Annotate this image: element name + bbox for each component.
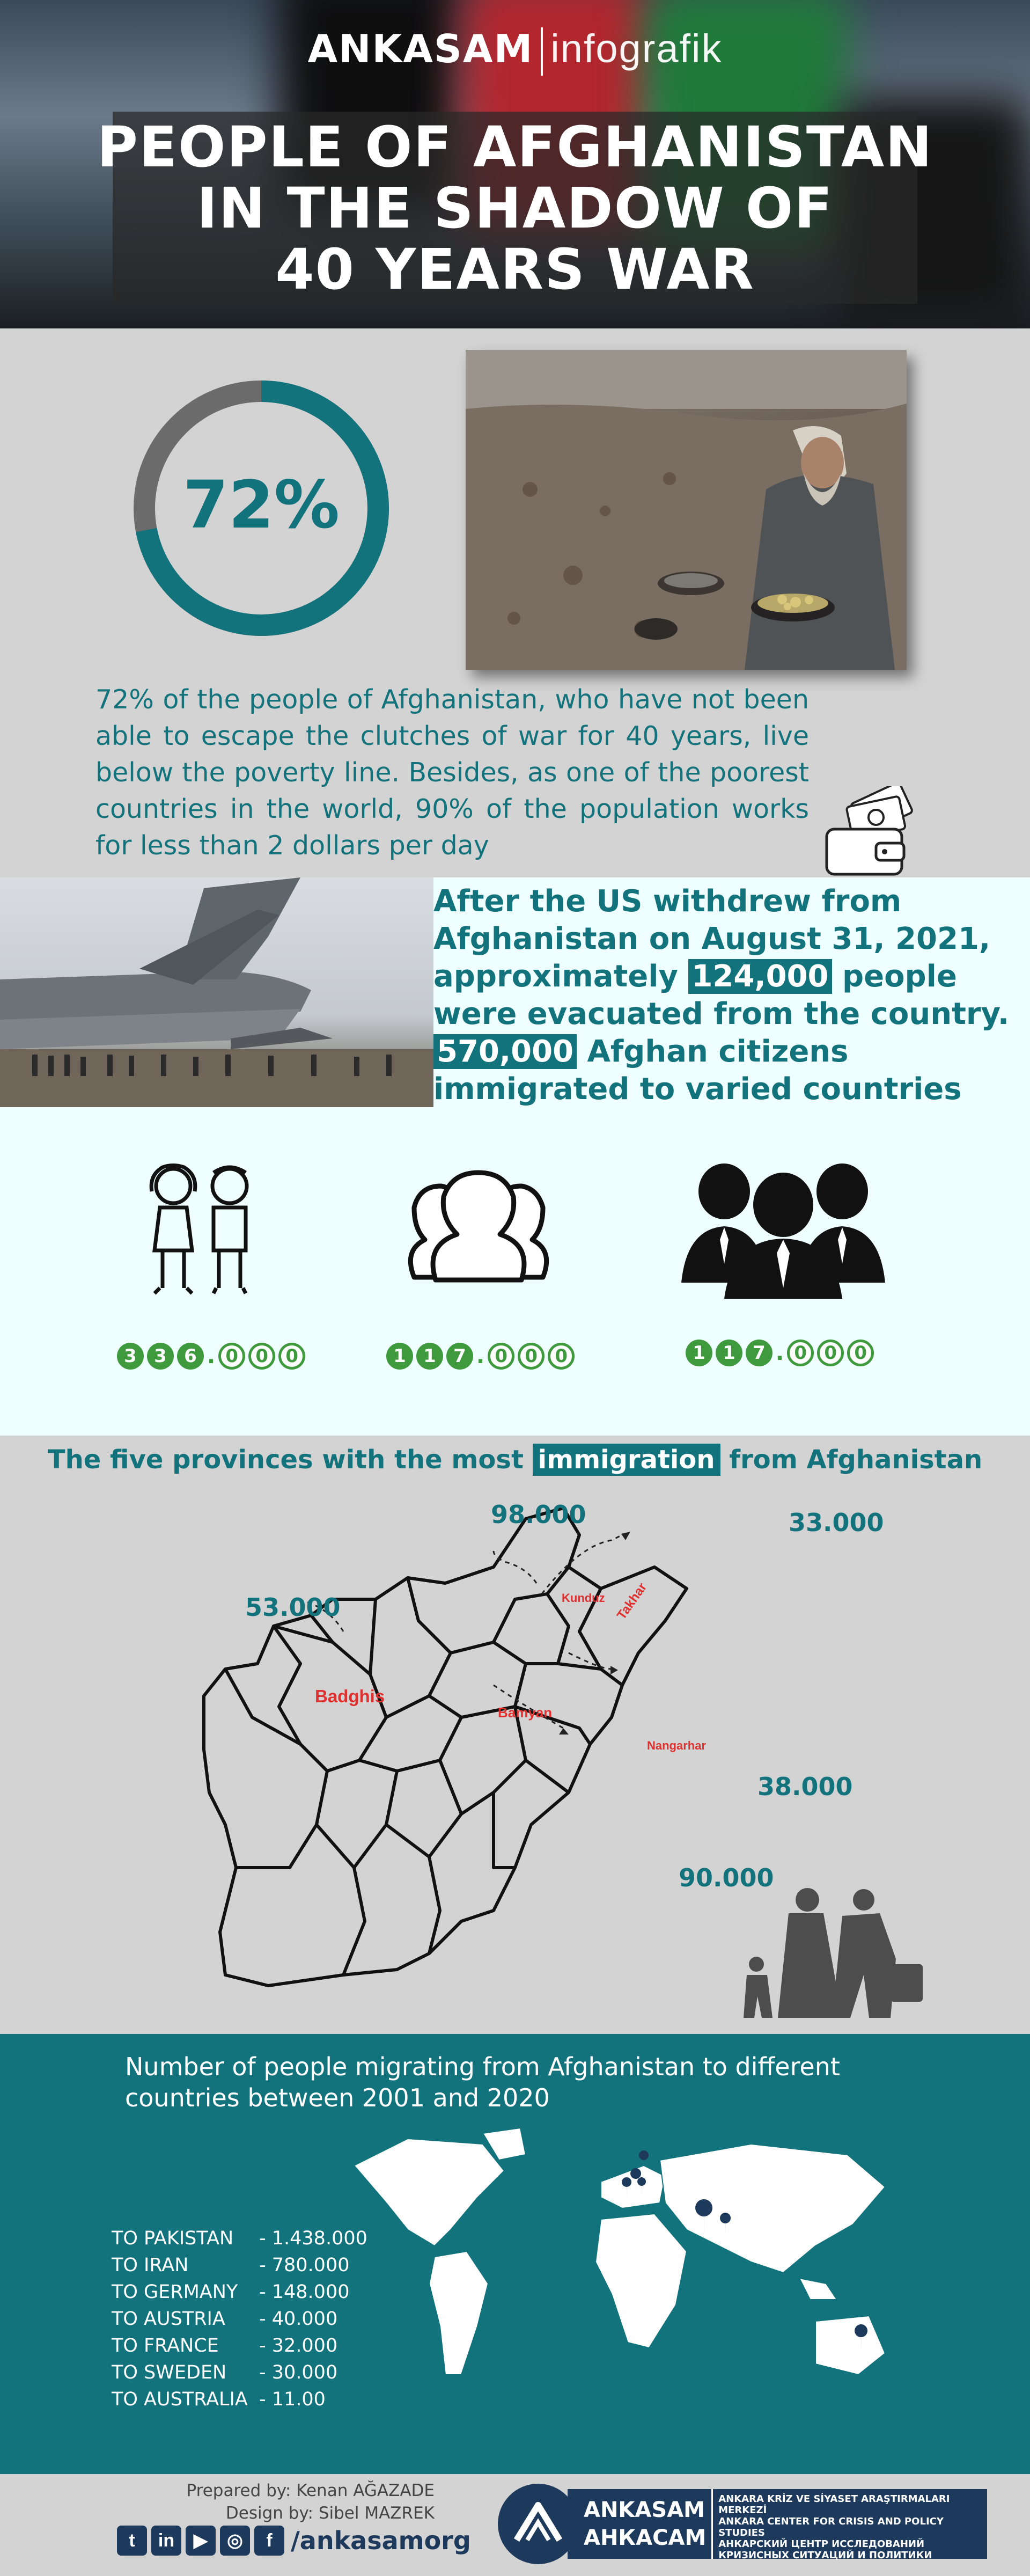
country-value: - 30.000 (259, 2362, 338, 2383)
refugees-icon (735, 1884, 928, 2029)
logo-line-tr: ANKARA KRİZ VE SİYASET ARAŞTIRMALARI MERKEZİ (718, 2493, 950, 2516)
north-america (354, 2139, 504, 2246)
digit: 0 (847, 1340, 874, 1366)
brand-subtitle: infografik (550, 26, 723, 71)
youtube-icon[interactable]: ▶ (186, 2526, 216, 2556)
province-label-kunduz: Kunduz (562, 1591, 605, 1605)
header-banner (0, 0, 1030, 328)
digit: 0 (787, 1340, 814, 1366)
instagram-icon[interactable]: ◎ (220, 2526, 250, 2556)
country-label: TO PAKISTAN (112, 2228, 234, 2249)
takhar-value: 33.000 (789, 1508, 884, 1537)
evacuation-text-c: Afghan citizens immigrated to varied countries (433, 1034, 962, 1107)
indonesia (799, 2278, 837, 2300)
list-item (112, 2359, 367, 2386)
logo-name (568, 2489, 711, 2559)
world-map (343, 2123, 939, 2471)
province-label-takhar: Takhar (614, 1580, 650, 1622)
credits (187, 2479, 435, 2524)
provinces-title-a: The five provinces with the most (47, 1445, 533, 1475)
list-item (112, 2306, 367, 2332)
social-handle[interactable]: /ankasamorg (291, 2526, 471, 2555)
evacuation-text-b: people were evacuated from the country. (433, 959, 1010, 1031)
asia (660, 2144, 885, 2273)
country-label: TO AUSTRIA (112, 2308, 225, 2330)
logo-line-en: ANKARA CENTER FOR CRISIS AND POLICY STUDIES (718, 2516, 944, 2538)
women-counter: 1 1 7 . 0 0 0 (386, 1343, 578, 1370)
evacuation-photo (0, 877, 433, 1107)
digit: 0 (518, 1343, 545, 1370)
country-value: - 1.438.000 (259, 2228, 367, 2249)
bamyan-value: 90.000 (679, 1863, 774, 1892)
men-group-icon (681, 1159, 885, 1299)
country-label: TO FRANCE (112, 2335, 219, 2357)
evacuated-count-highlight: 124,000 (688, 959, 832, 994)
men-counter: 1 1 7 . 0 0 0 (686, 1340, 877, 1366)
africa (595, 2214, 687, 2348)
digit: 1 (386, 1343, 413, 1370)
brand-name: ANKASAM (307, 26, 534, 71)
migration-list (112, 2225, 367, 2413)
province-label-badghis: Badghis (315, 1686, 385, 1706)
province-label-bamyan: Bamyan (498, 1704, 553, 1721)
country-label: TO IRAN (112, 2255, 189, 2276)
digit: 0 (488, 1343, 514, 1370)
digit: 0 (278, 1343, 305, 1370)
digit: 7 (446, 1343, 473, 1370)
digit: 1 (716, 1340, 742, 1366)
facebook-icon[interactable]: f (254, 2526, 284, 2556)
country-label: TO GERMANY (112, 2281, 238, 2303)
page-title-line-3: 40 YEARS WAR (275, 237, 755, 302)
list-item (112, 2332, 367, 2359)
country-value: - 148.000 (259, 2281, 350, 2303)
country-value: - 40.000 (259, 2308, 338, 2330)
children-icon (138, 1159, 267, 1299)
provinces-title-highlight: immigration (533, 1444, 720, 1476)
digit: 3 (117, 1343, 144, 1370)
australia (815, 2316, 885, 2375)
logo-descriptions (711, 2489, 987, 2559)
children-counter: 3 3 6 . 0 0 0 (117, 1343, 308, 1370)
poverty-percent-label: 72% (182, 467, 340, 543)
country-label: TO AUSTRALIA (112, 2389, 248, 2410)
digit: 1 (416, 1343, 443, 1370)
page-title-line-2: IN THE SHADOW OF (196, 175, 834, 241)
logo-name-latin: ANKASAM (584, 2498, 705, 2522)
logo-line-ru: АНКАРСКИЙ ЦЕНТР ИССЛЕДОВАНИЙ КРИЗИСНЫХ СИТУАЦИЙ И ПОЛИТИКИ (718, 2538, 932, 2561)
wallet-money-icon (822, 786, 914, 877)
evacuation-text-a: After the US withdrew from Afghanistan on August 31, 2021, approximately (433, 884, 991, 994)
country-value: - 11.00 (259, 2389, 326, 2410)
afghanistan-map (193, 1492, 730, 2029)
brand-logo (0, 26, 1030, 76)
ankasam-emblem-icon (498, 2484, 578, 2564)
digit: 7 (746, 1340, 772, 1366)
digit: 0 (548, 1343, 575, 1370)
nangarhar-value: 38.000 (757, 1772, 853, 1801)
provinces-title (0, 1445, 1030, 1475)
country-value: - 780.000 (259, 2255, 350, 2276)
poverty-paragraph: 72% of the people of Afghanistan, who have not been able to escape the clutches of war for 40 years, live below the poverty line. Besides, as one of the poorest countries in the world, 90% of the population works for less than 2 dollars per day (95, 684, 809, 861)
twitter-icon[interactable]: t (117, 2526, 147, 2556)
logo-name-cyrillic: АНКАСАМ (584, 2526, 707, 2550)
social-links (117, 2526, 471, 2556)
ankasam-logo (498, 2482, 987, 2566)
world-title: Number of people migrating from Afghanistan to different countries between 2001 and 2020 (125, 2052, 840, 2112)
digit: 1 (686, 1340, 712, 1366)
evacuation-paragraph (433, 883, 1029, 1108)
country-label: TO SWEDEN (112, 2362, 227, 2383)
provinces-title-b: from Afghanistan (720, 1445, 983, 1475)
prepared-by: Prepared by: Kenan AĞAZADE (186, 2481, 435, 2500)
province-label-nangarhar: Nangarhar (647, 1739, 707, 1752)
list-item (112, 2225, 367, 2252)
list-item (112, 2252, 367, 2279)
poverty-photo (466, 350, 907, 670)
country-value: - 32.000 (259, 2335, 338, 2357)
kunduz-value: 98.000 (491, 1500, 586, 1529)
page-title-line-1: PEOPLE OF AFGHANISTAN (97, 114, 933, 180)
badghis-value: 53.000 (245, 1593, 341, 1622)
linkedin-icon[interactable]: in (151, 2526, 181, 2556)
digit: 6 (177, 1343, 204, 1370)
digit: 0 (218, 1343, 245, 1370)
list-item (112, 2386, 367, 2413)
south-america (429, 2251, 488, 2375)
digit: 3 (147, 1343, 174, 1370)
digit: 0 (248, 1343, 275, 1370)
design-by: Design by: Sibel MAZREK (225, 2504, 435, 2523)
immigrated-count-highlight: 570,000 (433, 1034, 577, 1069)
women-group-icon (382, 1170, 575, 1283)
list-item (112, 2279, 367, 2306)
digit: 0 (817, 1340, 844, 1366)
